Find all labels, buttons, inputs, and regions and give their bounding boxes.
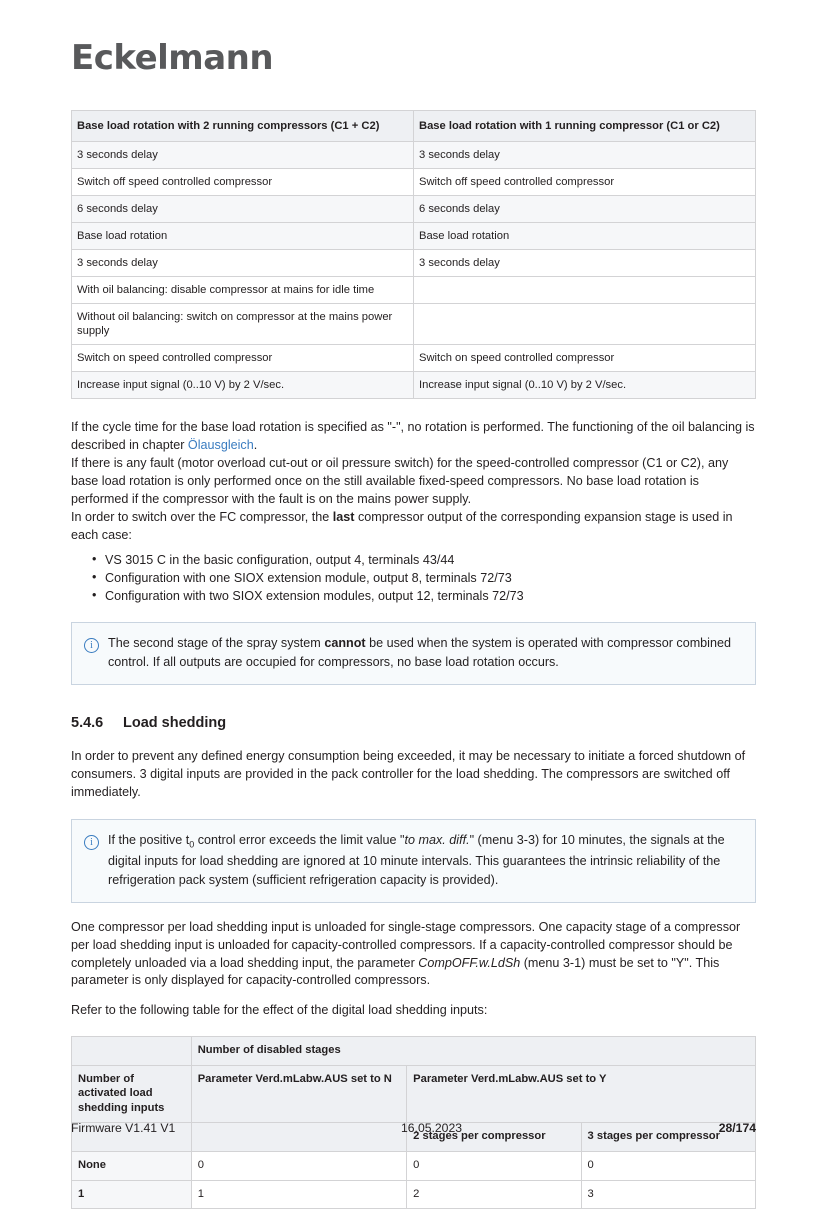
paragraph-base-load-rotation xyxy=(71,419,756,544)
table-header-row xyxy=(72,111,756,142)
page-content xyxy=(71,0,756,1209)
table-row xyxy=(72,345,756,372)
note-box-spray-system xyxy=(71,622,756,685)
table-cell xyxy=(414,304,756,345)
table-row xyxy=(72,1180,756,1209)
note-text-part: be used when the system is operated with compressor combined control. If all outputs are occupied for compressors, no base load rotation occurs. xyxy=(108,636,731,670)
paragraph-text: One compressor per load shedding input is unloaded for single-stage compressors. One capacity stage of a compressor per load shedding input is unloaded for capacity-controlled compressors. If a capacity-controlled compressor should be completely unloaded via a load shedding input, the parameter xyxy=(71,919,741,970)
table-cell: Increase input signal (0..10 V) by 2 V/sec. xyxy=(72,372,414,399)
table-row xyxy=(72,304,756,345)
table-row xyxy=(72,196,756,223)
table-cell: Base load rotation xyxy=(72,223,414,250)
table-cell: Switch on speed controlled compressor xyxy=(414,345,756,372)
table-subheader-3-stages: 3 stages per compressor xyxy=(581,1123,755,1152)
subscript-zero: 0 xyxy=(189,839,195,850)
table-cell: Base load rotation xyxy=(414,223,756,250)
note-text-part: " (menu 3-3) for 10 minutes, the signals at the digital inputs for load shedding are ignored at 10 minute intervals. This guarantees the intrinsic reliability of the refrigeration pack system (sufficient refrigeration capacity is provided). xyxy=(108,833,725,887)
paragraph-compressor-unloading xyxy=(71,919,756,991)
table-cell: 3 seconds delay xyxy=(72,142,414,169)
list-item: • Configuration with two SIOX extension modules, output 12, terminals 72/73 xyxy=(92,587,756,605)
footer-firmware: Firmware V1.41 V1 xyxy=(71,1121,176,1135)
table-cell: 6 seconds delay xyxy=(414,196,756,223)
paragraph-load-shedding-intro: In order to prevent any defined energy consumption being exceeded, it may be necessary to initiate a forced shutdown of consumers. 3 digital inputs are provided in the pack controller for the load shedding. The compressors are switched off immediately. xyxy=(71,749,746,800)
link-oelausgleich[interactable]: Ölausgleich xyxy=(187,438,254,453)
paragraph-text: (menu 3-1) must be set to "Y". This parameter is only displayed for capacity-controlled compressors. xyxy=(71,955,720,988)
table-cell: Increase input signal (0..10 V) by 2 V/sec. xyxy=(414,372,756,399)
table-cell: 3 xyxy=(581,1180,755,1209)
company-logo: Eckelmann xyxy=(71,38,274,78)
table-row-label: None xyxy=(72,1152,192,1181)
table-column-header-param-n: Parameter Verd.mLabw.AUS set to N xyxy=(191,1065,406,1123)
emphasis-cannot: cannot xyxy=(324,636,366,651)
table-cell: 0 xyxy=(407,1152,581,1181)
configuration-list xyxy=(71,551,756,606)
table-cell: 0 xyxy=(581,1152,755,1181)
table-cell: 6 seconds delay xyxy=(72,196,414,223)
paragraph-text: In order to switch over the FC compressor, the xyxy=(71,509,333,524)
table-cell: 1 xyxy=(191,1180,406,1209)
paragraph-text: If there is any fault (motor overload cut-out or oil pressure switch) for the speed-controlled compressor (C1 or C2), any base load rotation is only performed once on the still available fixed-speed compressors. No base load rotation is performed if the compressor with the fault is on the mains power supply. xyxy=(71,456,729,506)
table-column-header-inputs: Number of activated load shedding inputs xyxy=(72,1065,192,1123)
table-cell: 2 xyxy=(407,1180,581,1209)
section-heading-load-shedding xyxy=(71,715,756,732)
note-text-part: control error exceeds the limit value " xyxy=(194,833,405,848)
footer-page-number: 28/174 xyxy=(718,1121,756,1135)
footer-date: 16.05.2023 xyxy=(401,1121,462,1135)
table-cell: Switch off speed controlled compressor xyxy=(414,169,756,196)
list-item: • VS 3015 C in the basic configuration, output 4, terminals 43/44 xyxy=(92,551,756,569)
paragraph-text: . xyxy=(253,438,258,453)
table-cell: 3 seconds delay xyxy=(414,142,756,169)
list-item: • Configuration with one SIOX extension module, output 8, terminals 72/73 xyxy=(92,569,756,587)
section-title: Load shedding xyxy=(123,715,227,732)
table-row xyxy=(72,1152,756,1181)
note-box-control-error xyxy=(71,819,756,903)
table-row xyxy=(72,250,756,277)
table-cell: Switch on speed controlled compressor xyxy=(72,345,414,372)
page-footer xyxy=(71,1121,756,1135)
parameter-compoff-wldsh: CompOFF.w.LdSh xyxy=(418,955,521,970)
table-row xyxy=(72,169,756,196)
table-cell: 0 xyxy=(191,1152,406,1181)
table-header-row xyxy=(72,1037,756,1066)
emphasis-to-max-diff: to max. diff. xyxy=(404,833,470,848)
table-cell xyxy=(414,277,756,304)
table-column-header: Base load rotation with 2 running compressors (C1 + C2) xyxy=(72,111,414,142)
table-column-header-param-y: Parameter Verd.mLabw.AUS set to Y xyxy=(407,1065,756,1123)
paragraph-text: compressor output of the corresponding expansion stage is used in each case: xyxy=(71,509,733,542)
table-row xyxy=(72,277,756,304)
table-column-header: Base load rotation with 1 running compressor (C1 or C2) xyxy=(414,111,756,142)
note-text xyxy=(108,831,741,890)
base-load-rotation-table xyxy=(71,110,756,399)
table-subheader-2-stages: 2 stages per compressor xyxy=(407,1123,581,1152)
paragraph-text: If the cycle time for the base load rotation is specified as "-", no rotation is performed. The functioning of the oil balancing is described in chapter xyxy=(71,420,755,453)
table-cell: 3 seconds delay xyxy=(72,250,414,277)
table-column-header-disabled-stages: Number of disabled stages xyxy=(191,1037,755,1066)
table-cell: 3 seconds delay xyxy=(414,250,756,277)
table-cell-empty xyxy=(72,1037,192,1066)
table-row xyxy=(72,223,756,250)
table-cell: With oil balancing: disable compressor at mains for idle time xyxy=(72,277,414,304)
note-text-part: If the positive t xyxy=(108,833,190,848)
info-icon: i xyxy=(84,831,108,890)
note-text-part: The second stage of the spray system xyxy=(108,636,325,651)
paragraph-table-intro: Refer to the following table for the effect of the digital load shedding inputs: xyxy=(71,1003,488,1018)
table-header-row xyxy=(72,1065,756,1123)
section-number: 5.4.6 xyxy=(71,715,104,732)
table-row xyxy=(72,142,756,169)
emphasis-last: last xyxy=(332,509,355,524)
table-cell: Switch off speed controlled compressor xyxy=(72,169,414,196)
note-text xyxy=(108,634,741,672)
info-icon: i xyxy=(84,634,108,672)
table-row xyxy=(72,372,756,399)
table-row-label: 1 xyxy=(72,1180,192,1209)
table-cell: Without oil balancing: switch on compressor at the mains power supply xyxy=(72,304,414,345)
